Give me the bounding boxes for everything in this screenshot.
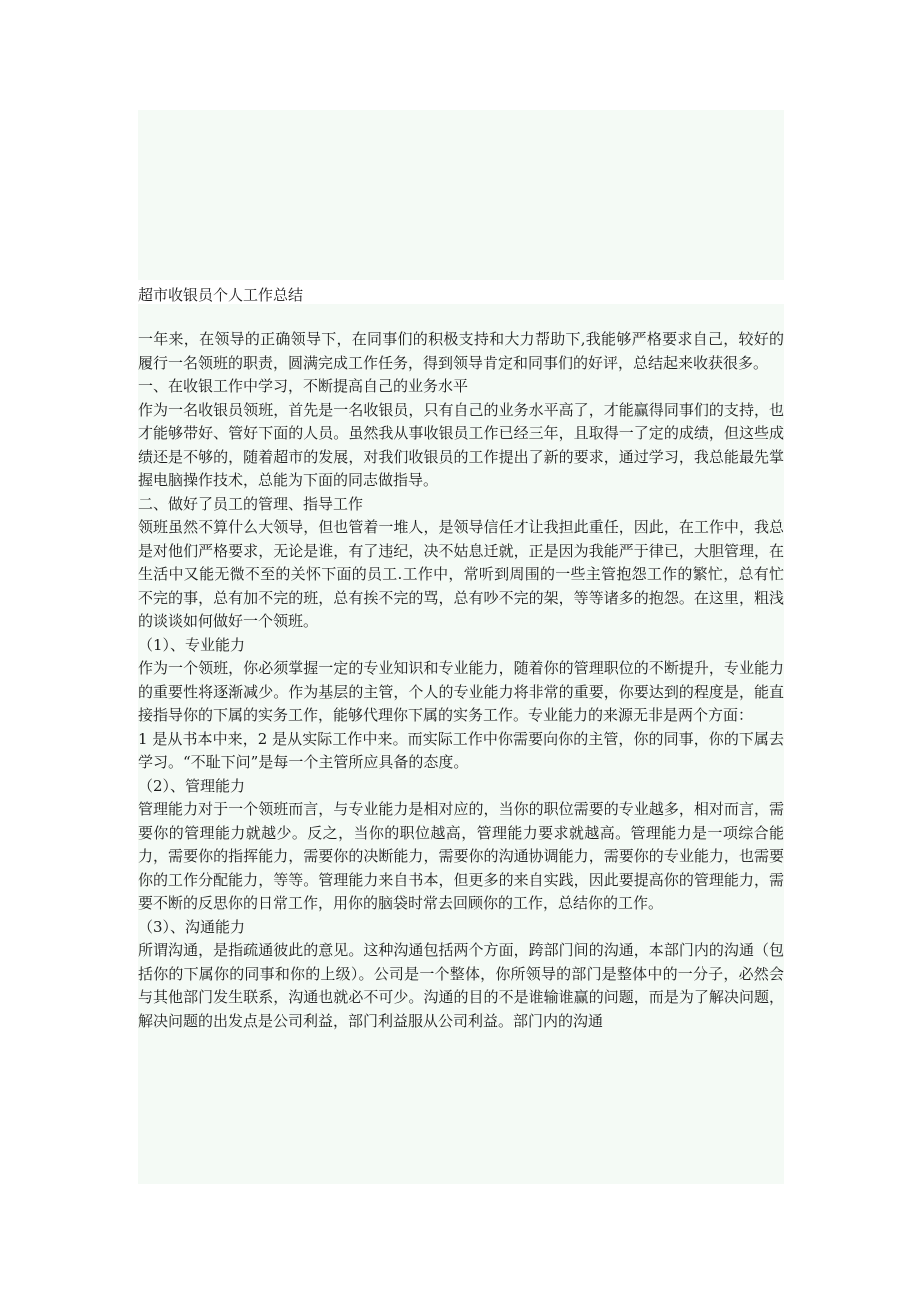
section-heading-1: 一、在收银工作中学习，不断提高自己的业务水平	[138, 377, 469, 395]
document-title: 超市收银员个人工作总结	[138, 286, 304, 304]
top-blank-block	[138, 110, 784, 280]
subheading-management-ability: （2）、管理能力	[138, 776, 246, 795]
paragraph-intro: 一年来，在领导的正确领导下，在同事们的积极支持和大力帮助下,我能够严格要求自己，较好的履行一名领班的职责，圆满完成工作任务，得到领导肯定和同事们的好评，总结起来收获很多。	[138, 330, 784, 372]
paragraph-professional-sources: 1 是从书本中来，2 是从实际工作中来。而实际工作中你需要向你的主管，你的同事，你的下属去学习。“不耻下问”是每一个主管所应具备的态度。	[138, 729, 784, 771]
paragraph-professional-ability: 作为一个领班，你必须掌握一定的专业知识和专业能力，随着你的管理职位的不断提升，专业能力的重要性将逐渐减少。作为基层的主管，个人的专业能力将非常的重要，你要达到的程度是，能直接指导你的下属的实务工作，能够代理你下属的实务工作。专业能力的来源无非是两个方面：	[138, 659, 784, 724]
section-heading-2: 二、做好了员工的管理、指导工作	[138, 494, 364, 513]
paragraph-section-2: 领班虽然不算什么大领导，但也管着一堆人，是领导信任才让我担此重任，因此，在工作中，我总是对他们严格要求，无论是谁，有了违纪，决不姑息迁就，正是因为我能严于律已，大胆管理，在生活中又能无微不至的关怀下面的员工.工作中，常听到周围的一些主管抱怨工作的繁忙，总有忙不完的事，总有加不完的班，总有挨不完的骂，总有吵不完的架，等等诸多的抱怨。在这里，粗浅的谈谈如何做好一个领班。	[138, 518, 784, 630]
document-body	[138, 304, 784, 1184]
paragraph-communication-ability: 所谓沟通，是指疏通彼此的意见。这种沟通包括两个方面，跨部门间的沟通，本部门内的沟通（包括你的下属你的同事和你的上级）。公司是一个整体，你所领导的部门是整体中的一分子，必然会与其他部门发生联系，沟通也就必不可少。沟通的目的不是谁输谁赢的问题，而是为了解决问题，解决问题的出发点是公司利益，部门利益服从公司利益。部门内的沟通	[138, 941, 784, 1030]
paragraph-section-1: 作为一名收银员领班，首先是一名收银员，只有自己的业务水平高了，才能赢得同事们的支持，也才能够带好、管好下面的人员。虽然我从事收银员工作已经三年，且取得一了定的成绩，但这些成绩还是不够的，随着超市的发展，对我们收银员的工作提出了新的要求，通过学习，我总能最先掌握电脑操作技术，总能为下面的同志做指导。	[138, 400, 784, 489]
paragraph-management-ability: 管理能力对于一个领班而言，与专业能力是相对应的，当你的职位需要的专业越多，相对而言，需要你的管理能力就越少。反之，当你的职位越高，管理能力要求就越高。管理能力是一项综合能力，需要你的指挥能力，需要你的决断能力，需要你的沟通协调能力，需要你的专业能力，也需要你的工作分配能力，等等。管理能力来自书本，但更多的来自实践，因此要提高你的管理能力，需要不断的反思你的日常工作，用你的脑袋时常去回顾你的工作，总结你的工作。	[138, 800, 784, 912]
subheading-professional-ability: （1）、专业能力	[138, 635, 246, 654]
subheading-communication-ability: （3）、沟通能力	[138, 917, 246, 936]
